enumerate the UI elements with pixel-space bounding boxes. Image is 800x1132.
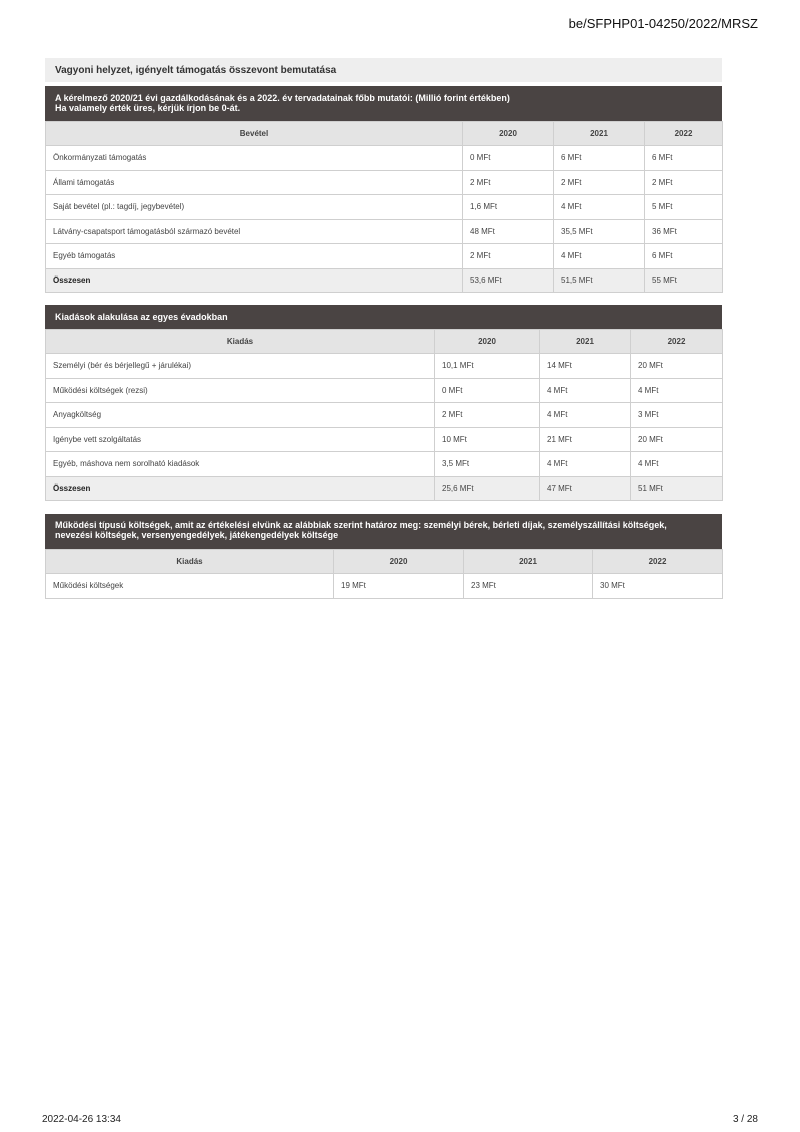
table-cell: 3,5 MFt bbox=[435, 452, 540, 477]
row-label: Anyagköltség bbox=[46, 403, 435, 428]
table-cell: 23 MFt bbox=[464, 574, 593, 599]
income-table-header-row bbox=[46, 122, 723, 146]
total-cell: 47 MFt bbox=[540, 476, 631, 501]
operating-header-line1: Működési típusú költségek, amit az értékelési elvünk az alábbiak szerint határoz meg: személyi bérek, bérleti díjak, személyszállítási költségek, bbox=[55, 520, 667, 530]
expenses-header bbox=[45, 305, 722, 329]
table-row bbox=[46, 244, 723, 269]
row-label: Egyéb támogatás bbox=[46, 244, 463, 269]
table-cell: 4 MFt bbox=[631, 378, 723, 403]
table-cell: 19 MFt bbox=[334, 574, 464, 599]
table-cell: 6 MFt bbox=[645, 244, 723, 269]
column-header: 2021 bbox=[540, 330, 631, 354]
column-header: Kiadás bbox=[46, 330, 435, 354]
table-row bbox=[46, 195, 723, 220]
row-label: Saját bevétel (pl.: tagdíj, jegybevétel) bbox=[46, 195, 463, 220]
table-row bbox=[46, 219, 723, 244]
table-cell: 2 MFt bbox=[554, 170, 645, 195]
row-label: Működési költségek (rezsi) bbox=[46, 378, 435, 403]
table-cell: 35,5 MFt bbox=[554, 219, 645, 244]
table-cell: 10,1 MFt bbox=[435, 354, 540, 379]
table-row bbox=[46, 378, 723, 403]
total-cell: 25,6 MFt bbox=[435, 476, 540, 501]
income-header bbox=[45, 86, 722, 121]
table-cell: 4 MFt bbox=[631, 452, 723, 477]
table-cell: 1,6 MFt bbox=[463, 195, 554, 220]
table-cell: 4 MFt bbox=[554, 244, 645, 269]
table-cell: 6 MFt bbox=[554, 146, 645, 171]
section-title: Vagyoni helyzet, igényelt támogatás összevont bemutatása bbox=[45, 58, 722, 82]
expenses-table-header-row bbox=[46, 330, 723, 354]
table-cell: 20 MFt bbox=[631, 354, 723, 379]
table-cell: 20 MFt bbox=[631, 427, 723, 452]
column-header: 2022 bbox=[631, 330, 723, 354]
total-row bbox=[46, 476, 723, 501]
total-cell: 53,6 MFt bbox=[463, 268, 554, 293]
total-row bbox=[46, 268, 723, 293]
income-header-line1: A kérelmező 2020/21 évi gazdálkodásának és a 2022. év tervadatainak főbb mutatói: (Millió forint értékben) bbox=[55, 93, 510, 103]
table-cell: 0 MFt bbox=[435, 378, 540, 403]
total-label: Összesen bbox=[46, 268, 463, 293]
income-header-line2: Ha valamely érték üres, kérjük írjon be 0-át. bbox=[55, 103, 241, 113]
table-cell: 30 MFt bbox=[593, 574, 723, 599]
operating-table bbox=[45, 549, 723, 599]
table-cell: 48 MFt bbox=[463, 219, 554, 244]
table-cell: 4 MFt bbox=[540, 452, 631, 477]
row-label: Működési költségek bbox=[46, 574, 334, 599]
column-header: 2021 bbox=[554, 122, 645, 146]
row-label: Egyéb, máshova nem sorolható kiadások bbox=[46, 452, 435, 477]
table-cell: 2 MFt bbox=[463, 244, 554, 269]
column-header: 2020 bbox=[463, 122, 554, 146]
expenses-section bbox=[45, 305, 722, 501]
table-cell: 3 MFt bbox=[631, 403, 723, 428]
column-header: 2022 bbox=[593, 550, 723, 574]
table-row bbox=[46, 403, 723, 428]
table-row bbox=[46, 452, 723, 477]
total-label: Összesen bbox=[46, 476, 435, 501]
table-row bbox=[46, 354, 723, 379]
table-cell: 10 MFt bbox=[435, 427, 540, 452]
row-label: Önkormányzati támogatás bbox=[46, 146, 463, 171]
table-cell: 36 MFt bbox=[645, 219, 723, 244]
operating-header-line2: nevezési költségek, versenyengedélyek, játékengedélyek költsége bbox=[55, 530, 339, 540]
table-cell: 6 MFt bbox=[645, 146, 723, 171]
column-header: 2022 bbox=[645, 122, 723, 146]
income-table bbox=[45, 121, 723, 293]
row-label: Személyi (bér és bérjellegű + járulékai) bbox=[46, 354, 435, 379]
column-header: 2020 bbox=[435, 330, 540, 354]
column-header: Bevétel bbox=[46, 122, 463, 146]
column-header: 2020 bbox=[334, 550, 464, 574]
row-label: Látvány-csapatsport támogatásból származó bevétel bbox=[46, 219, 463, 244]
operating-table-header-row bbox=[46, 550, 723, 574]
expenses-table bbox=[45, 329, 723, 501]
table-row bbox=[46, 146, 723, 171]
expenses-header-text: Kiadások alakulása az egyes évadokban bbox=[55, 312, 228, 322]
table-cell: 2 MFt bbox=[645, 170, 723, 195]
table-row bbox=[46, 427, 723, 452]
operating-section bbox=[45, 514, 722, 599]
column-header: Kiadás bbox=[46, 550, 334, 574]
table-cell: 2 MFt bbox=[463, 170, 554, 195]
table-cell: 5 MFt bbox=[645, 195, 723, 220]
total-cell: 51 MFt bbox=[631, 476, 723, 501]
document-id: be/SFPHP01-04250/2022/MRSZ bbox=[568, 16, 758, 31]
total-cell: 55 MFt bbox=[645, 268, 723, 293]
table-cell: 2 MFt bbox=[435, 403, 540, 428]
row-label: Igénybe vett szolgáltatás bbox=[46, 427, 435, 452]
footer-date: 2022-04-26 13:34 bbox=[42, 1114, 121, 1125]
total-cell: 51,5 MFt bbox=[554, 268, 645, 293]
row-label: Állami támogatás bbox=[46, 170, 463, 195]
table-cell: 14 MFt bbox=[540, 354, 631, 379]
income-section bbox=[45, 86, 722, 293]
table-cell: 4 MFt bbox=[540, 378, 631, 403]
table-cell: 0 MFt bbox=[463, 146, 554, 171]
table-cell: 21 MFt bbox=[540, 427, 631, 452]
table-row bbox=[46, 170, 723, 195]
table-cell: 4 MFt bbox=[540, 403, 631, 428]
page-number: 3 / 28 bbox=[732, 1114, 758, 1125]
column-header: 2021 bbox=[464, 550, 593, 574]
operating-header bbox=[45, 514, 722, 549]
table-row bbox=[46, 574, 723, 599]
table-cell: 4 MFt bbox=[554, 195, 645, 220]
